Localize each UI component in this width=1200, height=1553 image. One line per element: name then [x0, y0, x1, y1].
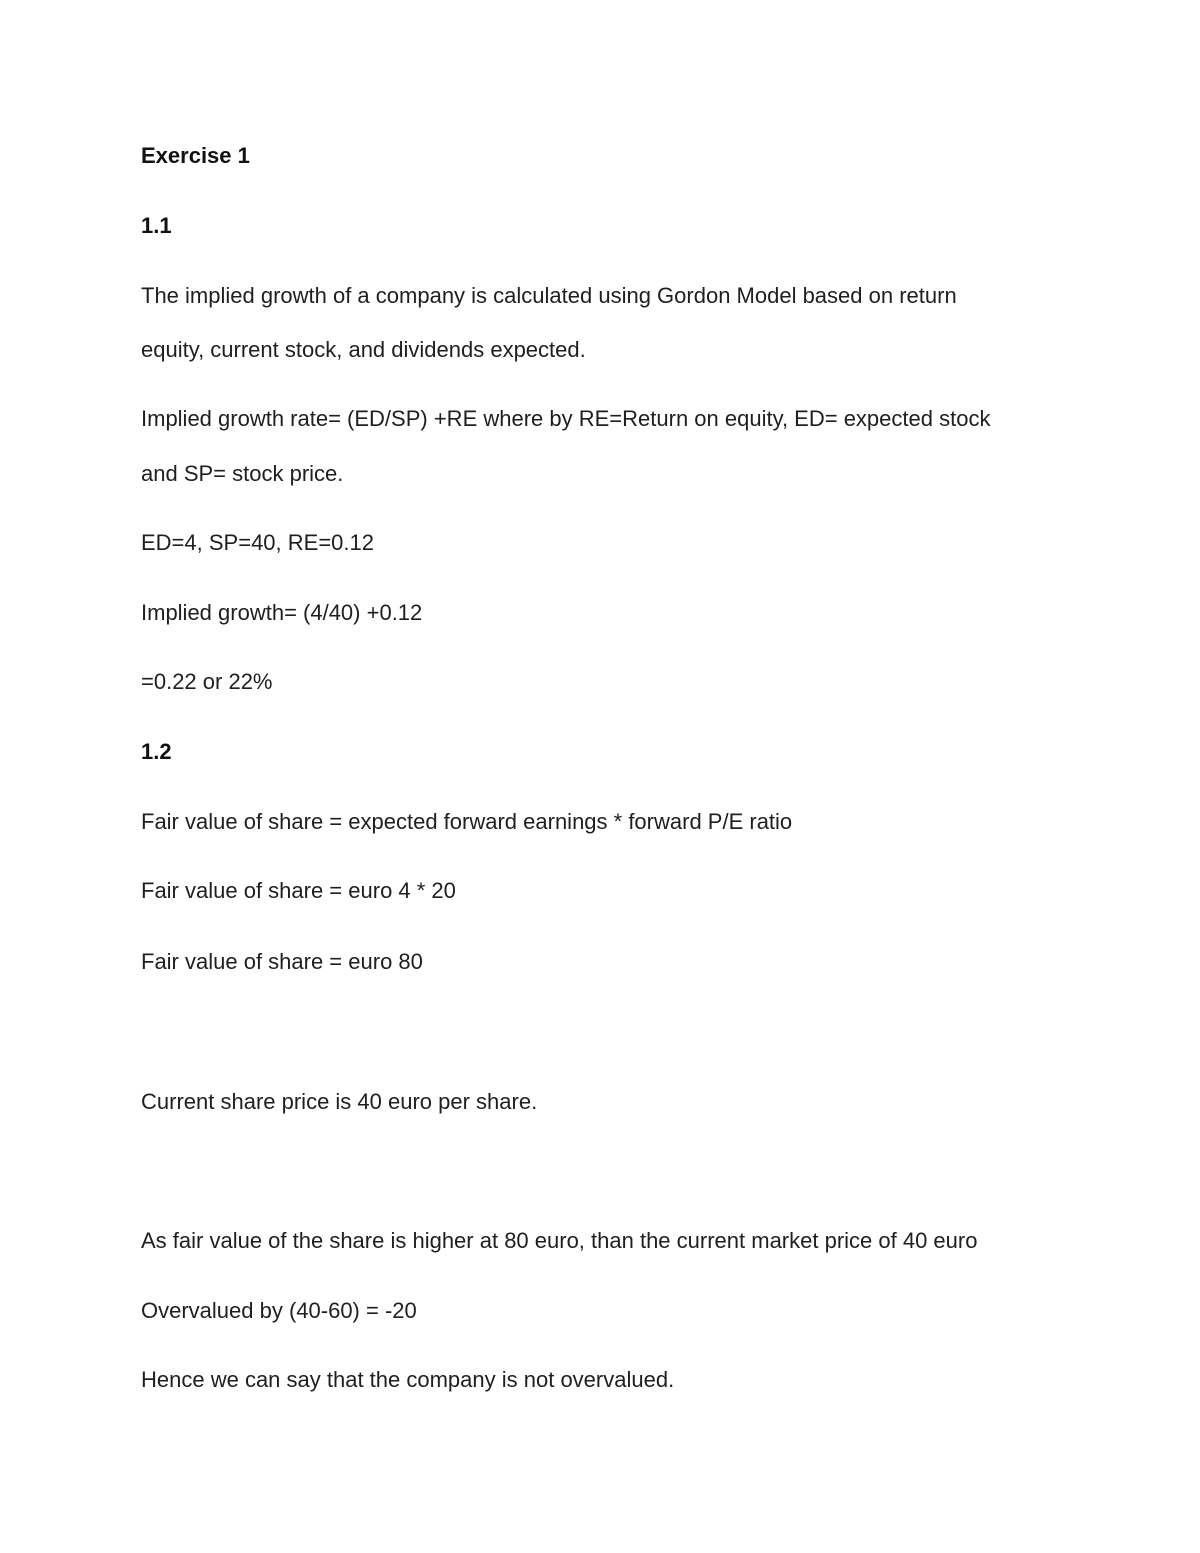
- paragraph-line: equity, current stock, and dividends expected.: [141, 337, 586, 362]
- section-heading-1-2: 1.2: [141, 739, 172, 764]
- paragraph-line: and SP= stock price.: [141, 461, 344, 486]
- paragraph-line: Current share price is 40 euro per share.: [141, 1089, 538, 1114]
- section-heading-1-1: 1.1: [141, 213, 172, 238]
- paragraph-line: As fair value of the share is higher at 80 euro, than the current market price of 40 euro: [141, 1228, 978, 1253]
- paragraph-line: Fair value of share = euro 80: [141, 949, 423, 974]
- paragraph-line: Implied growth= (4/40) +0.12: [141, 600, 423, 625]
- paragraph-line: Fair value of share = expected forward earnings * forward P/E ratio: [141, 809, 793, 834]
- paragraph-line: Implied growth rate= (ED/SP) +RE where by RE=Return on equity, ED= expected stock: [141, 406, 991, 431]
- paragraph-line: The implied growth of a company is calculated using Gordon Model based on return: [141, 283, 957, 308]
- paragraph-line: Hence we can say that the company is not overvalued.: [141, 1367, 675, 1392]
- paragraph-line: Fair value of share = euro 4 * 20: [141, 878, 456, 903]
- paragraph-line: =0.22 or 22%: [141, 669, 273, 694]
- paragraph-line: Overvalued by (40-60) = -20: [141, 1298, 417, 1323]
- document-title: Exercise 1: [141, 143, 250, 168]
- paragraph-line: ED=4, SP=40, RE=0.12: [141, 530, 374, 555]
